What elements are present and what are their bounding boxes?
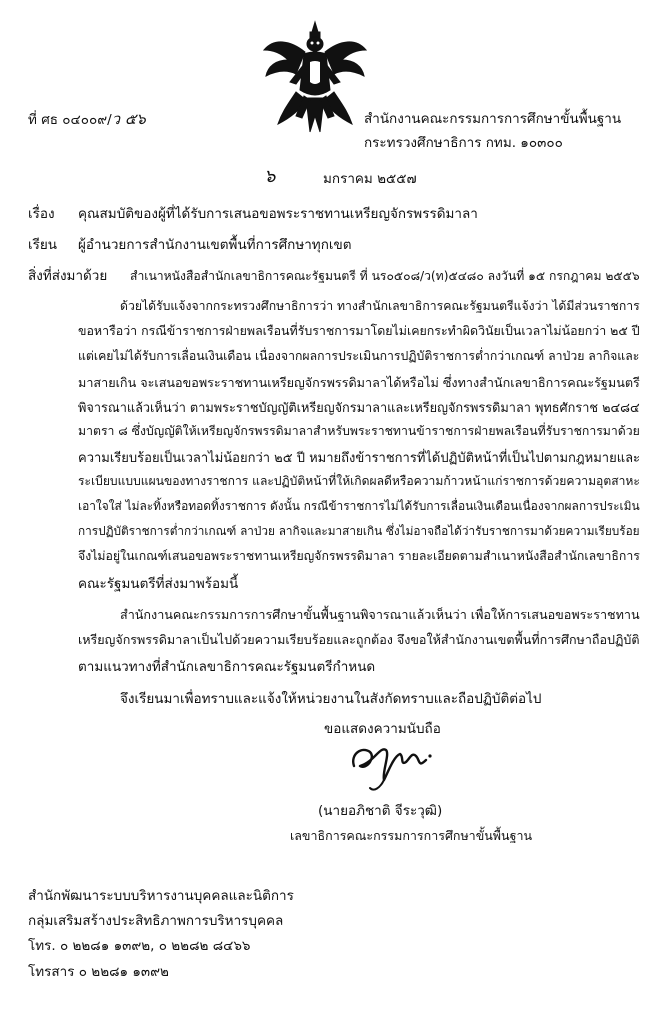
garuda-emblem-icon xyxy=(260,20,370,138)
paragraph-1-line: คณะรัฐมนตรีที่ส่งมาพร้อมนี้ xyxy=(78,576,239,592)
paragraph-1-line: ด้วยได้รับแจ้งจากกระทรวงศึกษาธิการว่า ทางสำนักเลขาธิการคณะรัฐมนตรีแจ้งว่า ได้มีส่วนราชการ xyxy=(120,299,640,313)
sender-line-1: สำนักงานคณะกรรมการการศึกษาขั้นพื้นฐาน xyxy=(364,111,622,127)
paragraph-1-line: ระเบียบแบบแผนของทางราชการ และปฏิบัติหน้าที่ให้เกิดผลดีหรือความก้าวหน้าแก่ราชการด้วยความอุตสาหะ xyxy=(78,474,640,488)
footer-group: กลุ่มเสริมสร้างประสิทธิภาพการบริหารบุคคล xyxy=(28,913,284,929)
document-number-prefix: ที่ ศธ ๐๔๐๐๙/ xyxy=(28,112,112,128)
sender-line-2: กระทรวงศึกษาธิการ กทม. ๑๐๓๐๐ xyxy=(364,135,563,151)
paragraph-1-line: มาสายเกิน จะเสนอขอพระราชทานเหรียญจักรพรรดิมาลาได้หรือไม่ ซึ่งทางสำนักเลขาธิการคณะรัฐมนตรี xyxy=(78,375,640,390)
date-month-year: มกราคม ๒๕๕๗ xyxy=(323,171,417,187)
paragraph-1-line: มาตรา ๘ ซึ่งบัญญัติให้เหรียญจักรพรรดิมาลาสำหรับพระราชทานข้าราชการฝ่ายพลเรือนที่รับราชการมาด้วย xyxy=(78,424,640,438)
paragraph-1-line: ขอหารือว่า กรณีข้าราชการฝ่ายพลเรือนที่รับราชการมาโดยไม่เคยกระทำผิดวินัยเป็นเวลาไม่น้อยกว่า ๒๕ ปี xyxy=(78,323,640,338)
subject-label: เรื่อง xyxy=(28,206,55,222)
paragraph-2-line: ตามแนวทางที่สำนักเลขาธิการคณะรัฐมนตรีกำหนด xyxy=(78,659,376,675)
handwritten-signature-icon xyxy=(340,726,450,796)
signatory-name: (นายอภิชาติ จีระวุฒิ) xyxy=(318,803,443,819)
paragraph-1-line: จึงไม่อยู่ในเกณฑ์เสนอขอพระราชทานเหรียญจักรพรรดิมาลา รายละเอียดตามสำเนาหนังสือสำนักเลขาธิการ xyxy=(78,549,640,563)
footer-phone: โทร. ๐ ๒๒๘๑ ๑๓๙๒, ๐ ๒๒๘๒ ๘๔๖๖ xyxy=(28,938,251,954)
paragraph-1-line: พิจารณาแล้วเห็นว่า ตามพระราชบัญญัติเหรียญจักรมาลาและเหรียญจักรพรรดิมาลา พุทธศักราช ๒๔๘๔ xyxy=(78,401,640,416)
enclosure-label: สิ่งที่ส่งมาด้วย xyxy=(28,268,108,284)
enclosure-text: สำเนาหนังสือสำนักเลขาธิการคณะรัฐมนตรี ที่ นร๐๕๐๘/ว(ท)๕๔๘๐ ลงวันที่ ๑๕ กรกฎาคม ๒๕๕๖ xyxy=(130,269,640,283)
paragraph-1-line: แต่เคยไม่ได้รับการเลื่อนเงินเดือน เนื่องจากผลการประเมินการปฏิบัติราชการต่ำกว่าเกณฑ์ ลาป่วย ลากิจและ xyxy=(78,349,640,363)
paragraph-1-line: การปฏิบัติราชการต่ำกว่าเกณฑ์ ลาป่วย ลากิจและมาสายเกิน ซึ่งไม่อาจถือได้ว่ารับราชการมาด้วยความเรียบร้อย xyxy=(78,524,640,538)
document-number xyxy=(28,109,146,130)
date-day xyxy=(264,167,275,188)
paragraph-2-line: สำนักงานคณะกรรมการการศึกษาขั้นพื้นฐานพิจารณาแล้วเห็นว่า เพื่อให้การเสนอขอพระราชทาน xyxy=(120,607,640,622)
recipient-text: ผู้อำนวยการสำนักงานเขตพื้นที่การศึกษาทุกเขต xyxy=(78,237,352,253)
recipient-label: เรียน xyxy=(28,237,58,253)
signatory-position: เลขาธิการคณะกรรมการการศึกษาขั้นพื้นฐาน xyxy=(290,828,533,843)
footer-fax: โทรสาร ๐ ๒๒๘๑ ๑๓๙๒ xyxy=(28,964,169,980)
paragraph-2-line: เหรียญจักรพรรดิมาลาเป็นไปด้วยความเรียบร้อยและถูกต้อง จึงขอให้สำนักงานเขตพื้นที่การศึกษาถือปฏิบัติ xyxy=(78,632,640,647)
subject-text: คุณสมบัติของผู้ที่ได้รับการเสนอขอพระราชทานเหรียญจักรพรรดิมาลา xyxy=(78,206,478,222)
footer-office: สำนักพัฒนาระบบบริหารงานบุคคลและนิติการ xyxy=(28,888,294,904)
date-day-handwritten: ๖ xyxy=(264,166,276,187)
closing-text: ขอแสดงความนับถือ xyxy=(324,721,441,737)
paragraph-1-line: เอาใจใส่ ไม่ละทิ้งหรือทอดทิ้งราชการ ดังนั้น กรณีข้าราชการไม่ได้รับการเลื่อนเงินเดือนเนื่องจากผลการประเมิน xyxy=(78,499,640,513)
document-number-handwritten: ว ๕๖ xyxy=(111,110,146,128)
paragraph-1-line: ความเรียบร้อยเป็นเวลาไม่น้อยกว่า ๒๕ ปี หมายถึงข้าราชการที่ได้ปฏิบัติหน้าที่เป็นไปตามกฎหมายและ xyxy=(78,451,641,466)
paragraph-3-line: จึงเรียนมาเพื่อทราบและแจ้งให้หน่วยงานในสังกัดทราบและถือปฏิบัติต่อไป xyxy=(120,691,542,707)
